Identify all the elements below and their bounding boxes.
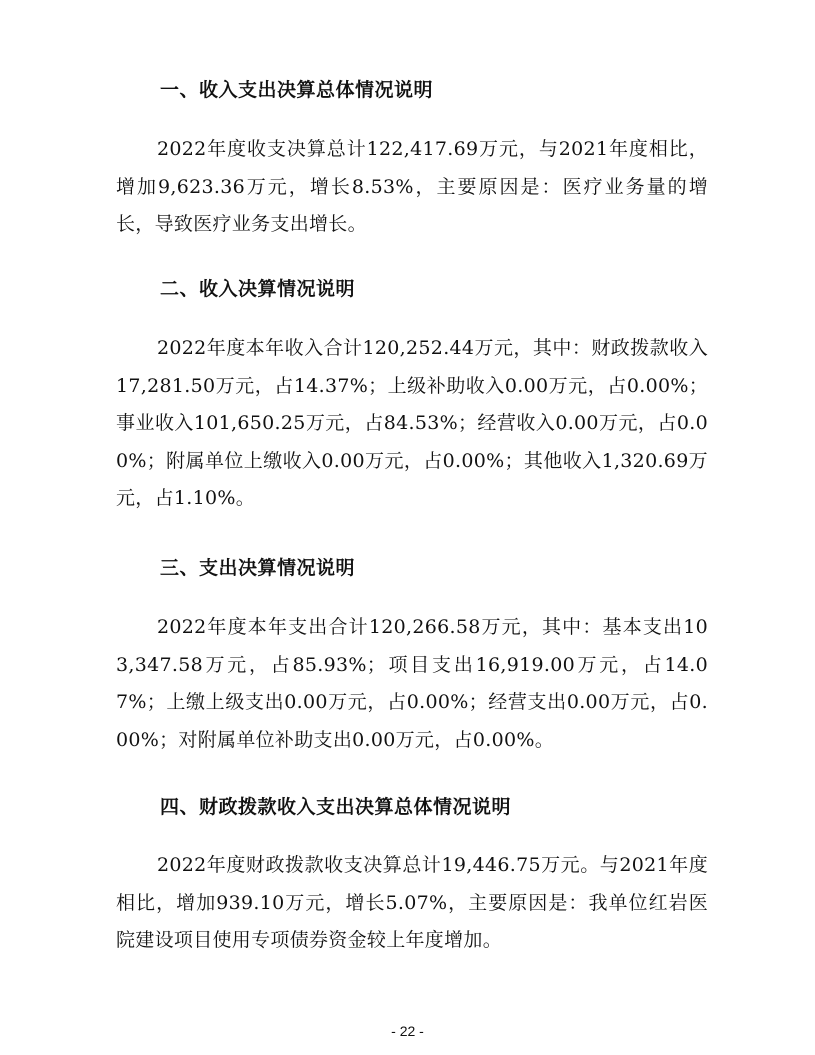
section-3-body: 2022年度本年支出合计120,266.58万元，其中：基本支出103,347.58万元，占85.93%；项目支出16,919.00万元，占14.07%；上缴上级支出0.00万元，占0.00%；经营支出0.00万元，占0.00%；对附属单位补助支出0.00万元，占0.00%。 — [116, 616, 708, 751]
section-1-heading: 一、收入支出决算总体情况说明 — [160, 79, 434, 101]
section-3-heading: 三、支出决算情况说明 — [160, 557, 356, 579]
page-number: - 22 - — [391, 1023, 424, 1039]
section-2-body: 2022年度本年收入合计120,252.44万元，其中：财政拨款收入17,281.50万元，占14.37%；上级补助收入0.00万元，占0.00%；事业收入101,650.25万元，占84.53%；经营收入0.00万元，占0.00%；附属单位上缴收入0.00万元，占0.00%；其他收入1,320.69万元，占1.10%。 — [116, 337, 708, 509]
section-2-heading: 二、收入决算情况说明 — [160, 278, 356, 300]
section-1-body: 2022年度收支决算总计122,417.69万元，与2021年度相比，增加9,623.36万元，增长8.53%，主要原因是：医疗业务量的增长，导致医疗业务支出增长。 — [116, 138, 708, 235]
section-4-heading: 四、财政拨款收入支出决算总体情况说明 — [160, 796, 512, 818]
section-4-body: 2022年度财政拨款收支决算总计19,446.75万元。与2021年度相比，增加939.10万元，增长5.07%，主要原因是：我单位红岩医院建设项目使用专项债券资金较上年度增加。 — [116, 854, 708, 951]
